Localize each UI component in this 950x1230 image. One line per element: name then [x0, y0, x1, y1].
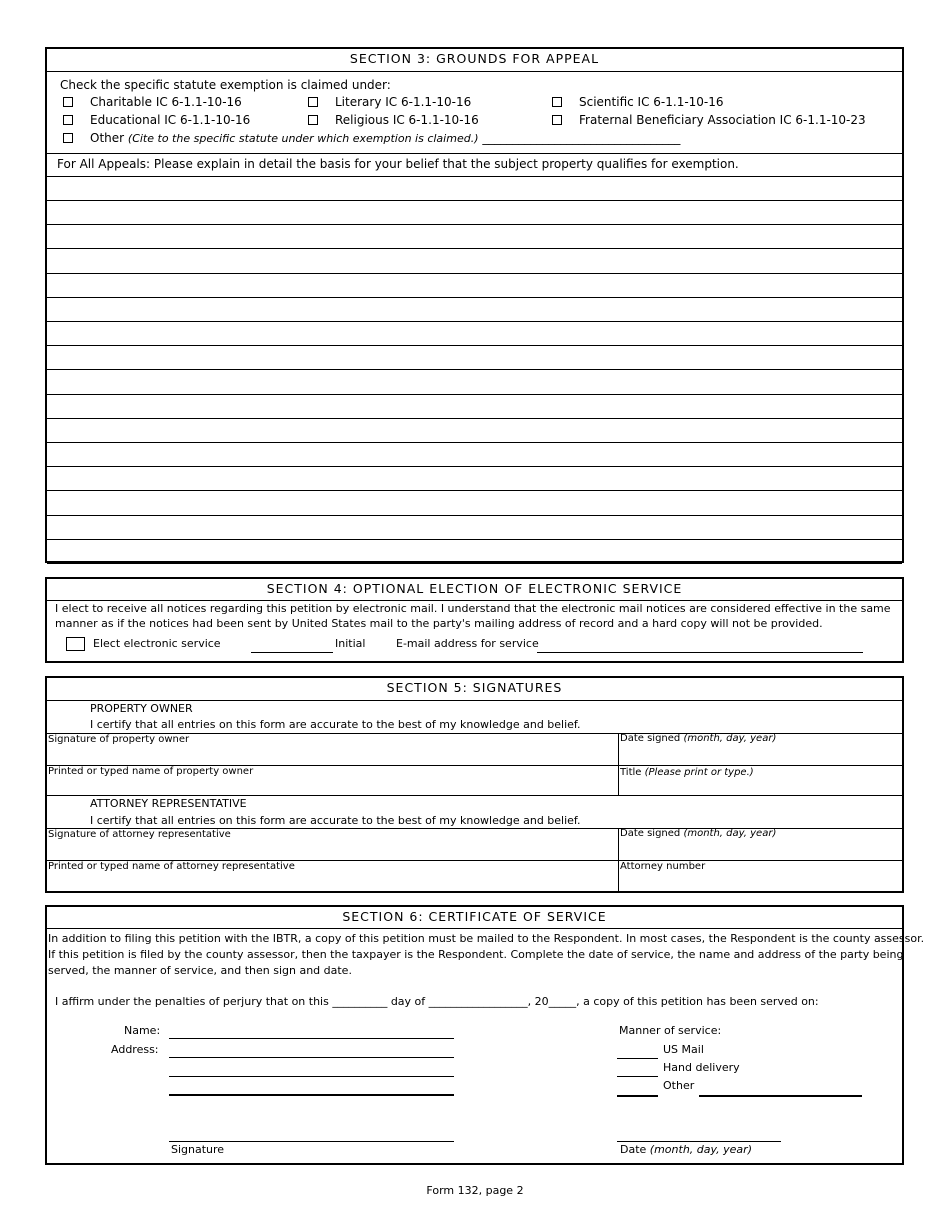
explanation-line[interactable] [47, 248, 902, 249]
section6-title: SECTION 6: CERTIFICATE OF SERVICE [342, 909, 607, 924]
us-mail-label: US Mail [663, 1043, 704, 1056]
explanation-line[interactable] [47, 515, 902, 516]
email-label: E-mail address for service [396, 637, 539, 650]
address-field-1[interactable] [169, 1057, 454, 1058]
charitable-checkbox[interactable] [63, 97, 73, 107]
attorney-date-note: (month, day, year) [683, 828, 777, 839]
section3-title: SECTION 3: GROUNDS FOR APPEAL [349, 51, 600, 66]
name-label: Name: [124, 1024, 161, 1037]
signature-label: Signature [171, 1143, 225, 1156]
owner-date-note: (month, day, year) [683, 733, 777, 744]
explanation-line[interactable] [47, 539, 902, 540]
date-note: (month, day, year) [649, 1143, 752, 1156]
manner-label: Manner of service: [619, 1024, 722, 1037]
owner-heading: PROPERTY OWNER [90, 702, 193, 715]
educational-label: Educational IC 6-1.1-10-16 [90, 113, 251, 127]
address-field-3[interactable] [169, 1094, 454, 1096]
religious-label: Religious IC 6-1.1-10-16 [335, 113, 479, 127]
section4-text-line1: I elect to receive all notices regarding this petition by electronic mail. I understand that the electronic mail notices are considered effective in the same [55, 602, 891, 615]
explanation-line[interactable] [47, 297, 902, 298]
other-manner-label: Other [663, 1079, 695, 1092]
signature-field[interactable] [169, 1141, 454, 1142]
other-row [90, 131, 680, 145]
fraternal-checkbox[interactable] [552, 115, 562, 125]
initial-field[interactable] [251, 652, 333, 653]
other-label: Other [90, 131, 125, 145]
explanation-line[interactable] [47, 466, 902, 467]
fraternal-label: Fraternal Beneficiary Association IC 6-1.1-10-23 [579, 113, 866, 127]
religious-checkbox[interactable] [308, 115, 318, 125]
other-manner-field[interactable] [617, 1095, 658, 1097]
owner-title-note: (Please print or type.) [644, 767, 754, 778]
section4-text-line2: manner as if the notices had been sent by United States mail to the party's mailing address of record and a hard copy will not be provided. [55, 617, 823, 630]
explanation-line[interactable] [47, 563, 902, 564]
literary-label: Literary IC 6-1.1-10-16 [335, 95, 472, 109]
email-field[interactable] [537, 652, 863, 653]
owner-title-field[interactable] [620, 767, 754, 778]
other-blank[interactable]: _________________________________ [482, 131, 681, 145]
explanation-line[interactable] [47, 200, 902, 201]
explanation-line[interactable] [47, 442, 902, 443]
date-field[interactable] [617, 1141, 781, 1142]
date-label: Date [620, 1143, 647, 1156]
owner-signature-field[interactable]: Signature of property owner [48, 734, 190, 745]
section4-title: SECTION 4: OPTIONAL ELECTION OF ELECTRONIC SERVICE [266, 581, 683, 596]
explanation-line[interactable] [47, 273, 902, 274]
appeals-label: For All Appeals: Please explain in detail the basis for your belief that the subject property qualifies for exemption. [57, 157, 739, 171]
elect-service-checkbox[interactable] [66, 637, 85, 651]
address-label: Address: [111, 1043, 159, 1056]
attorney-printed-name-field[interactable]: Printed or typed name of attorney representative [48, 861, 295, 872]
explanation-line[interactable] [47, 321, 902, 322]
section3-box [45, 47, 904, 563]
section5-box [45, 676, 904, 893]
attorney-certify-text: I certify that all entries on this form are accurate to the best of my knowledge and belief. [90, 814, 581, 827]
owner-printed-name-field[interactable]: Printed or typed name of property owner [48, 766, 254, 777]
section6-para-line1: In addition to filing this petition with the IBTR, a copy of this petition must be mailed to the Respondent. In most cases, the Respondent is the county assessor. [48, 932, 925, 945]
charitable-label: Charitable IC 6-1.1-10-16 [90, 95, 242, 109]
section5-title: SECTION 5: SIGNATURES [386, 680, 563, 695]
scientific-label: Scientific IC 6-1.1-10-16 [579, 95, 724, 109]
explanation-line[interactable] [47, 369, 902, 370]
educational-checkbox[interactable] [63, 115, 73, 125]
hand-delivery-label: Hand delivery [663, 1061, 740, 1074]
explanation-line[interactable] [47, 490, 902, 491]
attorney-signature-field[interactable]: Signature of attorney representative [48, 829, 231, 840]
us-mail-field[interactable] [617, 1058, 658, 1059]
attorney-date-label: Date signed [620, 828, 681, 839]
other-note: (Cite to the specific statute under which exemption is claimed.) [127, 132, 479, 145]
other-manner-detail-field[interactable] [699, 1095, 862, 1097]
explanation-line[interactable] [47, 394, 902, 395]
address-field-2[interactable] [169, 1076, 454, 1077]
section6-box [45, 905, 925, 1165]
initial-label: Initial [335, 637, 366, 650]
owner-date-label: Date signed [620, 733, 681, 744]
footer-text: Form 132, page 2 [426, 1184, 524, 1197]
owner-certify-text: I certify that all entries on this form are accurate to the best of my knowledge and belief. [90, 718, 581, 731]
elect-service-label: Elect electronic service [93, 637, 221, 650]
owner-date-signed-field[interactable] [620, 733, 776, 744]
attorney-heading: ATTORNEY REPRESENTATIVE [90, 797, 247, 810]
hand-delivery-field[interactable] [617, 1076, 658, 1077]
section4-box [45, 577, 904, 663]
date-row [620, 1143, 752, 1156]
explanation-line[interactable] [47, 418, 902, 419]
attorney-number-field[interactable]: Attorney number [620, 861, 706, 872]
explanation-line[interactable] [47, 345, 902, 346]
other-checkbox[interactable] [63, 133, 73, 143]
affirm-text: I affirm under the penalties of perjury that on this __________ day of __________________, 20_____, a copy of this petition has been served on: [55, 995, 819, 1008]
explanation-line[interactable] [47, 224, 902, 225]
section6-para-line2: If this petition is filed by the county assessor, then the taxpayer is the Respondent. Complete the date of service, the name and address of the party being [48, 948, 904, 961]
scientific-checkbox[interactable] [552, 97, 562, 107]
check-label: Check the specific statute exemption is claimed under: [60, 78, 391, 92]
section6-para-line3: served, the manner of service, and then sign and date. [48, 964, 352, 977]
name-field[interactable] [169, 1038, 454, 1039]
attorney-date-signed-field[interactable] [620, 828, 776, 839]
literary-checkbox[interactable] [308, 97, 318, 107]
owner-title-label: Title [620, 767, 642, 778]
